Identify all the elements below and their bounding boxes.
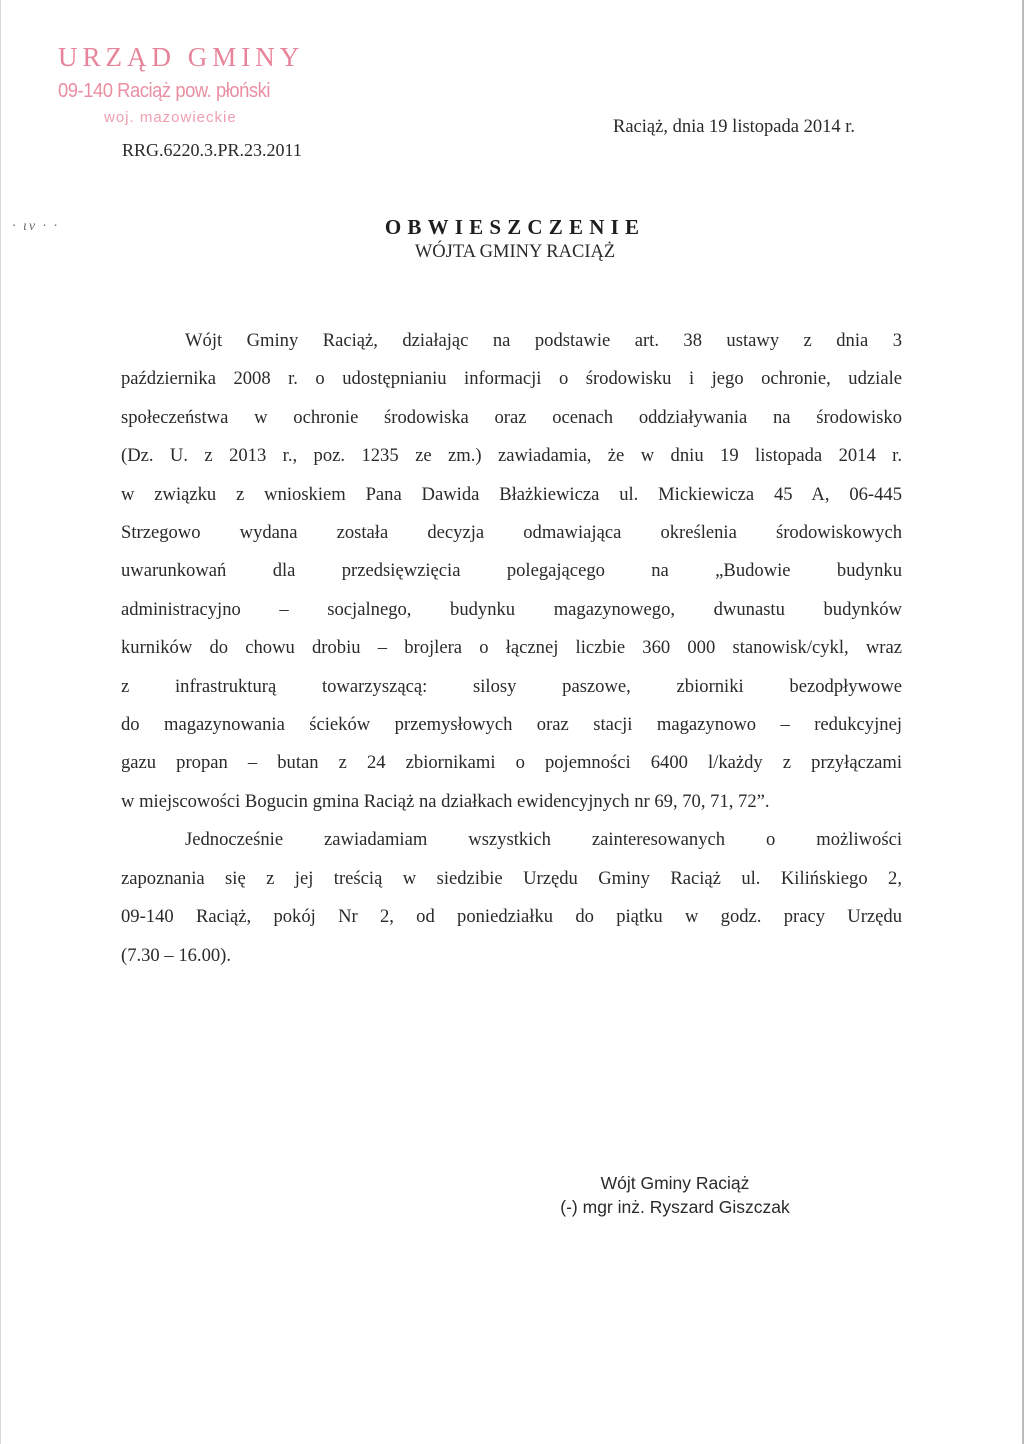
place-date: Raciąż, dnia 19 listopada 2014 r. [613, 117, 855, 137]
text-line: uwarunkowań dla przedsięwzięcia polegającego na „Budowie budynku [121, 560, 902, 582]
text-line: administracyjno – socjalnego, budynku magazynowego, dwunastu budynków [121, 598, 902, 620]
text-line: w miejscowości Bogucin gmina Raciąż na działkach ewidencyjnych nr 69, 70, 71, 72”. [121, 790, 770, 812]
text-line: kurników do chowu drobiu – brojlera o łącznej liczbie 360 000 stanowisk/cykl, wraz [121, 637, 902, 659]
signature-name: (-) mgr inż. Ryszard Giszczak [560, 1197, 790, 1217]
text-line: (Dz. U. z 2013 r., poz. 1235 ze zm.) zawiadamia, że w dniu 19 listopada 2014 r. [121, 445, 902, 467]
stamp-office-name: URZĄD GMINY [58, 42, 305, 72]
signature-title: Wójt Gminy Raciąż [600, 1173, 750, 1193]
text-line: z infrastrukturą towarzyszącą: silosy paszowe, zbiorniki bezodpływowe [121, 675, 902, 697]
paragraph-notice [121, 821, 902, 975]
title-subtitle: WÓJTA GMINY RACIĄŻ [414, 242, 616, 262]
document-body [121, 322, 902, 975]
text-line: Wójt Gminy Raciąż, działając na podstawie art. 38 ustawy z dnia 3 [185, 330, 902, 351]
stamp-voivodeship: woj. mazowieckie [104, 109, 237, 126]
text-line: Strzegowo wydana została decyzja odmawiająca określenia środowiskowych [121, 522, 902, 544]
stamp-address: 09-140 Raciąż pow. płoński [58, 80, 271, 102]
text-line: Jednocześnie zawiadamiam wszystkich zainteresowanych o możliwości [185, 829, 902, 851]
text-line: października 2008 r. o udostępnianiu informacji o środowisku i jego ochronie, udziale [121, 368, 902, 390]
title-main: OBWIESZCZENIE [384, 215, 646, 239]
margin-mark: · ιν · · [12, 219, 60, 234]
text-line: gazu propan – butan z 24 zbiornikami o pojemności 6400 l/każdy z przyłączami [121, 752, 902, 774]
text-line: zapoznania się z jej treścią w siedzibie Urzędu Gminy Raciąż ul. Kilińskiego 2, [121, 867, 902, 889]
text-line: w związku z wnioskiem Pana Dawida Błażkiewicza ul. Mickiewicza 45 A, 06-445 [121, 483, 902, 505]
text-line: (7.30 – 16.00). [121, 944, 232, 966]
signature-block [530, 1171, 820, 1219]
text-line: do magazynowania ścieków przemysłowych oraz stacji magazynowo – redukcyjnej [121, 714, 902, 736]
text-line: 09-140 Raciąż, pokój Nr 2, od poniedziałku do piątku w godz. pracy Urzędu [121, 906, 902, 928]
document-title [0, 214, 1024, 264]
text-line: społeczeństwa w ochronie środowiska oraz ocenach oddziaływania na środowisko [121, 406, 902, 428]
reference-number: RRG.6220.3.PR.23.2011 [122, 140, 302, 160]
paragraph-announcement [121, 322, 902, 821]
